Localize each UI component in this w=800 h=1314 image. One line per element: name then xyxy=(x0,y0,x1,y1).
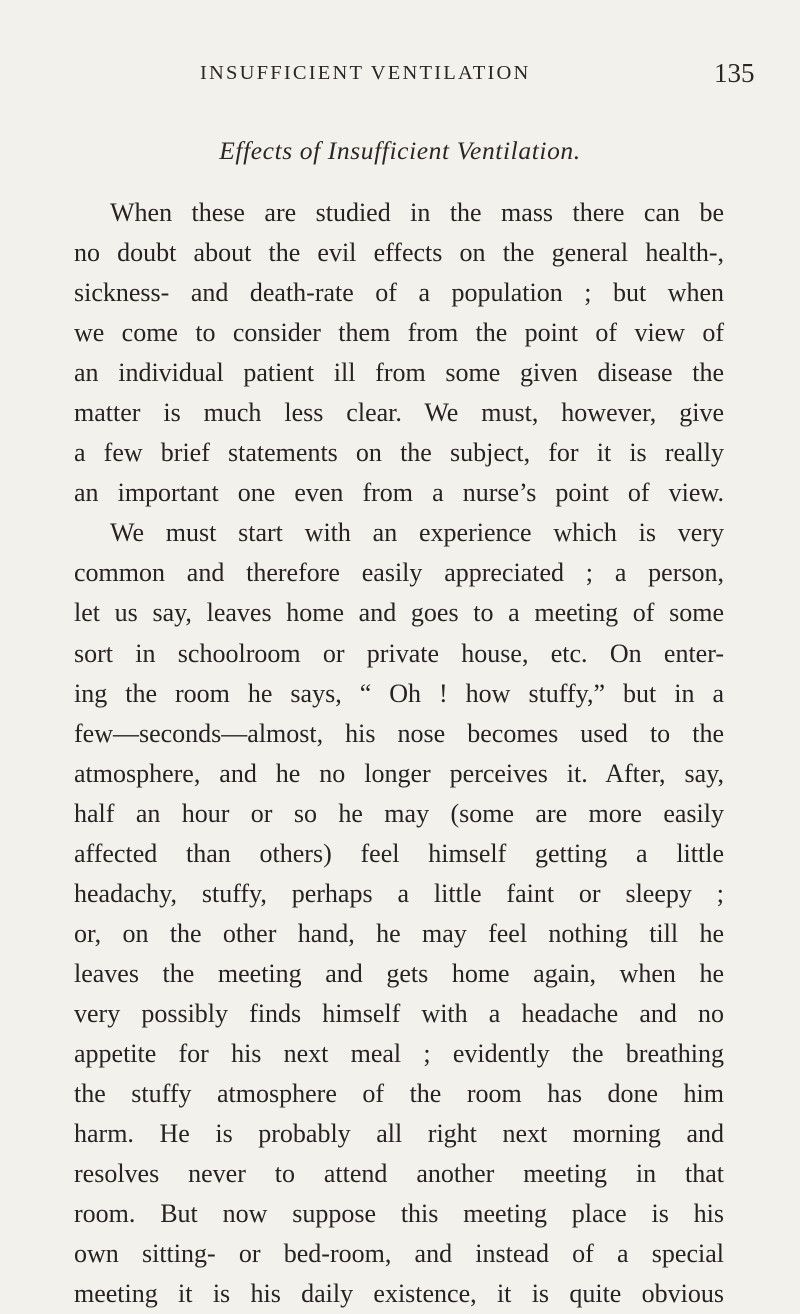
text-line: let us say, leaves home and goes to a meeting of some xyxy=(74,598,724,628)
page-number: 135 xyxy=(714,58,755,88)
text-line: an individual patient ill from some given disease the xyxy=(74,358,724,388)
text-line: room. But now suppose this meeting place is his xyxy=(74,1199,724,1229)
body-text xyxy=(74,193,724,1314)
running-head: INSUFFICIENT VENTILATION xyxy=(200,62,531,84)
text-line: a few brief statements on the subject, for it is really xyxy=(74,438,724,468)
text-line: the stuffy atmosphere of the room has done him xyxy=(74,1079,724,1109)
text-line: few—seconds—almost, his nose becomes used to the xyxy=(74,718,724,748)
text-line: meeting it is his daily existence, it is quite obvious xyxy=(74,1279,724,1309)
text-line: sort in schoolroom or private house, etc. On enter- xyxy=(74,638,724,668)
text-line: leaves the meeting and gets home again, when he xyxy=(74,958,724,988)
text-line: or, on the other hand, he may feel nothing till he xyxy=(74,918,724,948)
text-line: an important one even from a nurse’s point of view. xyxy=(74,478,724,508)
text-line: no doubt about the evil effects on the general health-, xyxy=(74,238,724,268)
text-line: matter is much less clear. We must, however, give xyxy=(74,398,724,428)
text-line: sickness- and death-rate of a population ; but when xyxy=(74,278,724,308)
text-line: We must start with an experience which is very xyxy=(110,518,724,548)
text-line: affected than others) feel himself getting a little xyxy=(74,838,724,868)
text-line: resolves never to attend another meeting in that xyxy=(74,1159,724,1189)
text-line: When these are studied in the mass there can be xyxy=(110,198,724,227)
text-line: half an hour or so he may (some are more easily xyxy=(74,798,724,828)
text-line: we come to consider them from the point of view of xyxy=(74,318,724,348)
text-line: atmosphere, and he no longer perceives it. After, say, xyxy=(74,758,724,788)
text-line: common and therefore easily appreciated ; a person, xyxy=(74,558,724,588)
text-line: very possibly finds himself with a headache and no xyxy=(74,998,724,1028)
text-line: own sitting- or bed-room, and instead of a special xyxy=(74,1239,724,1269)
text-line: harm. He is probably all right next morning and xyxy=(74,1119,724,1149)
section-title: Effects of Insufficient Ventilation. xyxy=(219,136,581,165)
text-line: headachy, stuffy, perhaps a little faint or sleepy ; xyxy=(74,878,724,908)
text-line: appetite for his next meal ; evidently the breathing xyxy=(74,1038,724,1068)
text-line: ing the room he says, “ Oh ! how stuffy,” but in a xyxy=(74,678,724,708)
